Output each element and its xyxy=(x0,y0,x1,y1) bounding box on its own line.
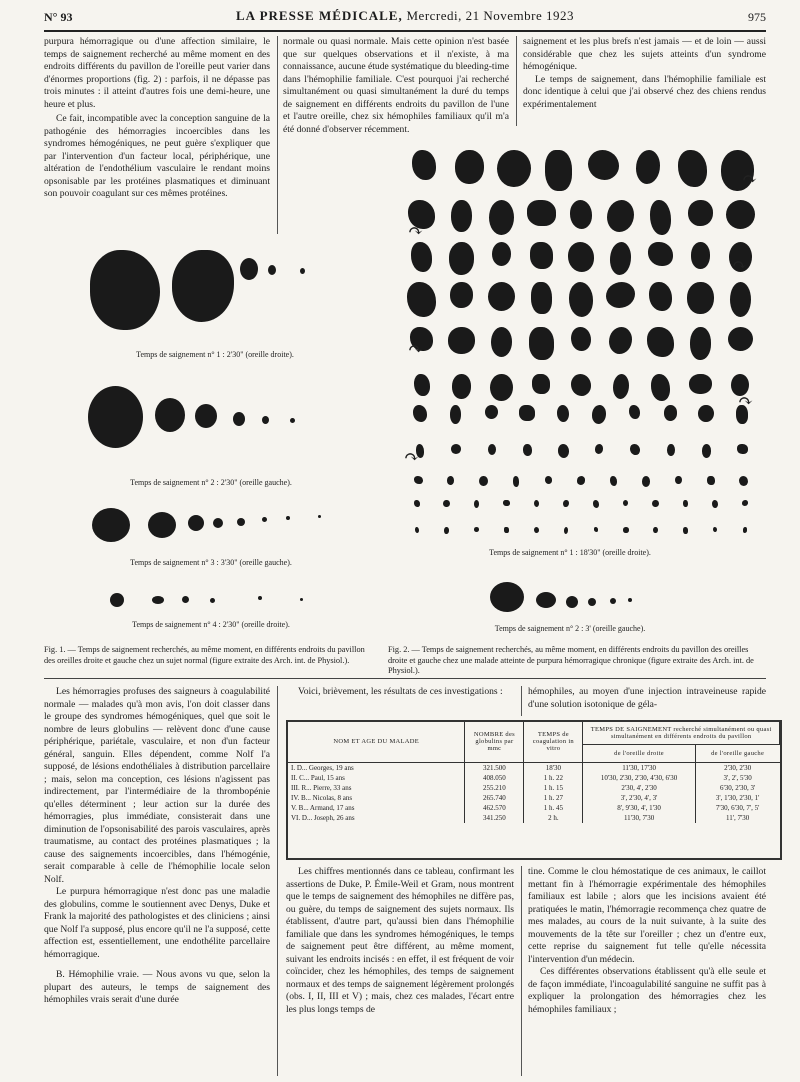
blood-spot xyxy=(536,592,556,608)
figure-caption: Temps de saignement n° 1 : 18'30" (oreille droite). xyxy=(489,548,651,557)
figure-caption: Temps de saignement n° 1 : 2'30" (oreille droite). xyxy=(136,350,294,359)
table-cell: 2 h. xyxy=(524,813,583,823)
blood-spot xyxy=(534,527,539,533)
column-divider xyxy=(521,866,522,1076)
blood-spot xyxy=(300,598,303,601)
table-header: de l'oreille gauche xyxy=(695,744,779,762)
blood-spot xyxy=(286,516,290,520)
blood-spot xyxy=(415,527,419,533)
figure-caption: Temps de saignement n° 4 : 2'30" (oreille droite). xyxy=(132,620,290,629)
blood-spot xyxy=(258,596,262,600)
blood-spot xyxy=(414,476,423,484)
column-divider xyxy=(277,686,278,1076)
blood-spot xyxy=(607,200,634,232)
blood-spot xyxy=(519,405,535,421)
blood-spot xyxy=(455,150,484,184)
blood-spot xyxy=(667,444,675,456)
blood-spot xyxy=(411,242,432,272)
blood-spot xyxy=(489,200,514,235)
blood-spot xyxy=(726,200,755,229)
blood-spot xyxy=(652,500,658,507)
table-cell: 1 h. 27 xyxy=(524,793,583,803)
blood-spot xyxy=(688,200,713,226)
blood-spot xyxy=(707,476,715,485)
table-row xyxy=(288,762,780,773)
blood-spot xyxy=(743,527,748,533)
paragraph: Le purpura hémorragique n'est donc pas une maladie des globulins, comme le soutiennent avec Denys, Duke et Frank la majorité des pathologistes et des cliniciens ; ainsi que Nolf l'a supposé, plus encore qu'il ne l'a supposé, cette affection est, essentiellement, une endothélite parcellaire hémorragique. xyxy=(44,886,270,960)
table-header: NOMBRE des globulins par mmc xyxy=(465,722,524,762)
arrow-icon: ↷ xyxy=(408,339,424,359)
blood-spot xyxy=(623,500,628,506)
blood-spot xyxy=(636,150,660,184)
blood-spot xyxy=(649,282,672,311)
blood-spot xyxy=(648,242,673,266)
table-cell: 462.570 xyxy=(465,803,524,813)
blood-spot xyxy=(488,444,496,455)
table-cell: 408.050 xyxy=(465,773,524,783)
blood-spot xyxy=(488,282,515,311)
figure-caption: Temps de saignement n° 2 : 3' (oreille gauche). xyxy=(494,624,646,633)
table-cell: 8', 9'30, 4', 1'30 xyxy=(583,803,695,813)
paragraph: Ce fait, incompatible avec la conception sanguine de la pathogénie des hémorragies incoercibles dans les syndromes hémogéniques, ne peut guère s'expliquer que par l'intervention d'un facteur local, périphérique, une altération de l'endothélium vasculaire le rendant moins opsonisable par les protéines plasmatiques et diminuant son pouvoir coagulant sur ces mêmes protéines. xyxy=(44,113,270,199)
blood-spot xyxy=(678,150,707,187)
arrow-icon: ↷ xyxy=(732,255,748,275)
blood-spot xyxy=(450,282,473,308)
table-cell: I. D... Georges, 19 ans xyxy=(288,762,465,773)
blood-spot xyxy=(530,242,553,269)
blood-spot xyxy=(558,444,569,458)
blood-spot xyxy=(577,476,586,485)
column-divider xyxy=(277,36,278,234)
table-cell: 1 h. 15 xyxy=(524,783,583,793)
blood-spot xyxy=(664,405,677,421)
blood-spot xyxy=(110,593,124,607)
blood-spot xyxy=(451,200,472,232)
blood-spot xyxy=(623,527,629,533)
blood-spot xyxy=(532,374,550,394)
arrow-icon: ↷ xyxy=(738,391,754,411)
blood-spot xyxy=(698,405,714,422)
table-row xyxy=(288,773,780,783)
table-cell: III. R... Pierre, 33 ans xyxy=(288,783,465,793)
table-cell: 11'30, 7'30 xyxy=(583,813,695,823)
blood-spot xyxy=(629,405,640,419)
table-header: TEMPS de coagulation in vitro xyxy=(524,722,583,762)
paragraph: purpura hémorragique ou d'une affection similaire, le temps de saignement recherché au même moment en des endroits différents du pavillon de l'oreille peut varier dans d'énormes proportions (fig. 2) : parfois, il ne dépasse pas trois minutes : il atteint d'autres fois une demi-heure, une heure et plus. xyxy=(44,36,270,110)
blood-spot xyxy=(651,374,670,401)
table-row xyxy=(288,803,780,813)
blood-spot xyxy=(233,412,245,426)
blood-spot xyxy=(479,476,487,486)
blood-spot xyxy=(531,282,552,314)
blood-spot xyxy=(647,327,674,357)
blood-spot xyxy=(606,282,635,308)
blood-spot xyxy=(739,476,748,486)
blood-spot xyxy=(485,405,498,419)
table-cell: 3', 1'30, 2'30, 1' xyxy=(715,793,760,802)
blood-spot xyxy=(545,476,553,484)
table-cell: 265.740 xyxy=(465,793,524,803)
issue-number: N° 93 xyxy=(44,10,73,24)
table-cell: 11', 7'30 xyxy=(726,813,750,822)
blood-spot xyxy=(588,150,619,180)
table-row xyxy=(288,813,780,823)
blood-spot xyxy=(566,596,578,608)
blood-spot xyxy=(609,327,632,354)
column-1-bottom xyxy=(44,686,270,1007)
table-header: TEMPS DE SAIGNEMENT recherché simultanément ou quasi simultanément en différents endroits du pavillon xyxy=(583,722,780,744)
blood-spot xyxy=(593,500,600,508)
blood-spot xyxy=(449,242,474,275)
table-cell: 10'30, 2'30, 2'30, 4'30, 6'30 xyxy=(583,773,695,783)
blood-spot xyxy=(474,527,480,532)
blood-spot xyxy=(675,476,681,484)
blood-spot xyxy=(588,598,596,606)
table-cell: 255.210 xyxy=(465,783,524,793)
figure-1-legend: Fig. 1. — Temps de saignement recherchés, au même moment, en différents endroits du pavillon des oreilles droite et gauche chez un sujet normal (figure extraite des Arch. int. de Physiol.). xyxy=(44,645,365,665)
blood-spot xyxy=(712,500,718,508)
column-divider xyxy=(516,36,517,126)
column-3-top xyxy=(523,36,766,111)
bleeding-time-table xyxy=(286,720,782,860)
blood-spot xyxy=(610,598,616,604)
table-cell: 1 h. 45 xyxy=(524,803,583,813)
blood-spot xyxy=(492,242,511,266)
blood-spot xyxy=(262,517,267,522)
blood-spot xyxy=(413,405,428,422)
blood-spot xyxy=(182,596,189,603)
blood-spot xyxy=(610,242,631,275)
blood-spot xyxy=(571,327,590,351)
blood-spot xyxy=(504,527,508,533)
blood-spot xyxy=(569,282,594,317)
column-divider xyxy=(521,686,522,716)
blood-spot xyxy=(444,527,449,534)
blood-spot xyxy=(683,527,688,534)
blood-spot xyxy=(527,200,556,226)
paragraph: normale ou quasi normale. Mais cette opinion n'est basée que sur quelques observations et il n'existe, à ma connaissance, aucune étude systématique du bleeding-time dans l'hémophilie familiale. C'est pourquoi j'ai recherché simultanément ou quasi simultanément la duré du temps de saignement en différents endroits du pavillon de l'une et l'autre oreille, chez six hémophiles familiaux qu'il m'a été donné d'observer récemment. xyxy=(283,36,509,135)
blood-spot xyxy=(490,582,524,612)
blood-spot xyxy=(702,444,712,458)
blood-spot xyxy=(564,527,568,534)
blood-spot xyxy=(452,374,471,399)
blood-spot xyxy=(290,418,295,423)
column-3-bottom xyxy=(528,866,766,1016)
header-rule xyxy=(44,30,766,32)
figure-caption: Temps de saignement n° 2 : 2'30" (oreille gauche). xyxy=(130,478,292,487)
blood-spot xyxy=(570,200,593,229)
table-cell: 3', 2', 5'30 xyxy=(723,773,752,782)
table-cell: II. C... Paul, 15 ans xyxy=(288,773,465,783)
blood-spot xyxy=(503,500,509,506)
table-cell: 3', 2'30, 4', 3' xyxy=(583,793,695,803)
blood-spot xyxy=(88,386,143,448)
blood-spot xyxy=(523,444,533,456)
table-cell: 321.500 xyxy=(465,762,524,773)
blood-spot xyxy=(474,500,479,508)
blood-spot xyxy=(613,374,629,399)
blood-spot xyxy=(689,374,711,394)
blood-spot xyxy=(188,515,204,531)
column-1-top xyxy=(44,36,270,201)
blood-spot xyxy=(262,416,269,424)
blood-spot xyxy=(534,500,539,507)
issue-date: Mercredi, 21 Novembre 1923 xyxy=(406,8,574,23)
paragraph: Les chiffres mentionnés dans ce tableau, confirmant les assertions de Duke, P. Émile-Weil et Gram, nous montrent que le temps de saignement des hémophiles ne diffère pas, ou guère, du temps de saignement des sujets normaux. Ils établissent, d'autre part, qu'aussi bien dans l'hémophilie familiale que dans les syndromes hémogéniques, le temps de saignement peut être différent, au même moment, suivant les endroits incisés : en effet, il est fréquent de voir coïncider, chez les hémophiles, des temps de saignement normaux et des temps de saignement légèrement prolongés (obs. I, II, III et V) ; mais, chez ces malades, l'écart entre les plus longs temps de xyxy=(286,866,514,1015)
column-2-bottom xyxy=(286,866,514,1016)
paragraph: Voici, brièvement, les résultats de ces investigations : xyxy=(298,686,503,697)
paragraph: Le temps de saignement, dans l'hémophilie familiale est donc identique à celui que j'ai observé chez des chiens rendus expérimentalement xyxy=(523,73,766,110)
blood-spot xyxy=(687,282,714,314)
table-cell: 1 h. 22 xyxy=(524,773,583,783)
blood-spot xyxy=(592,405,607,424)
figure-caption: Temps de saignement n° 3 : 3'30" (oreille gauche). xyxy=(130,558,292,567)
blood-spot xyxy=(414,374,430,396)
arrow-icon: ↷ xyxy=(404,447,420,467)
blood-spot xyxy=(642,476,650,487)
table-cell: 341.250 xyxy=(465,813,524,823)
blood-spot xyxy=(407,282,436,317)
blood-spot xyxy=(713,527,717,532)
arrow-icon: ↷ xyxy=(742,169,758,189)
blood-spot xyxy=(563,500,569,507)
blood-spot xyxy=(691,242,710,269)
blood-spot xyxy=(497,150,531,187)
blood-spot xyxy=(653,527,657,533)
blood-spot xyxy=(742,500,749,506)
page-header xyxy=(44,6,766,28)
table-header: NOM ET AGE DU MALADE xyxy=(288,722,465,762)
table-cell: 2'30, 2'30 xyxy=(724,763,752,772)
column-3-bottom-intro xyxy=(528,686,766,711)
blood-spot xyxy=(447,476,454,485)
table-cell: IV. B... Nicolas, 8 ans xyxy=(288,793,465,803)
table-cell: 2'30, 4', 2'30 xyxy=(583,783,695,793)
table-body xyxy=(288,762,780,823)
blood-spot xyxy=(155,398,185,432)
blood-spot xyxy=(594,527,599,532)
paragraph: hémophiles, au moyen d'une injection intraveineuse rapide d'une solution isotonique de géla- xyxy=(528,686,766,710)
paragraph: saignement et les plus brefs n'est jamais — et de loin — aussi considérable que chez les sujets atteints d'un syndrome hémogénique. xyxy=(523,36,766,72)
blood-spot xyxy=(610,476,617,486)
figure-2-legend: Fig. 2. — Temps de saignement recherchés, au même moment, en différents endroits du pavillon des oreilles droite et gauche chez une malade atteinte de purpura hémorragique chronique (figure extraite des Arch. int. de Physiol.). xyxy=(388,645,754,675)
blood-spot xyxy=(443,500,450,507)
paragraph: Les hémorragies profuses des saigneurs à coagulabilité normale — malades qu'à mon avis, l'on doit classer dans le groupe des syndromes hémogéniques, quel que soit le nombre de leurs globulins — relèvent donc d'une cause périphérique, pariétale, vasculaire, et non d'un facteur général, sanguin. Elles dépendent, comme Nolf l'a supposé, de lésions endothéliales à distribution parcellaire ; mais, selon ma conception, ces lésions n'agissent pas indirectement, par l'intermédiaire de la thrombopénie qu'elles déterminent ; leur action sur la durée des hémorragies, plus immédiate, consisterait dans une diminution de l'opsonisabilité des parois vasculaires, après traumatisme, au contact des protéines plasmatiques ; la cause des saignements incoercibles, dans l'hémogénie, serait comparable à celle de l'hémophilie locale selon Nolf. xyxy=(44,686,270,885)
blood-spot xyxy=(690,327,711,360)
table-cell: VI. D... Joseph, 26 ans xyxy=(288,813,465,823)
table-row xyxy=(288,793,780,803)
table-header: de l'oreille droite xyxy=(583,744,695,762)
blood-spot xyxy=(148,512,176,538)
blood-spot xyxy=(630,444,640,455)
table-cell: 18'30 xyxy=(524,762,583,773)
journal-title: LA PRESSE MÉDICALE, xyxy=(236,8,403,23)
blood-spot xyxy=(412,150,436,180)
blood-spot xyxy=(595,444,604,454)
paragraph: tine. Comme le clou hémostatique de ces animaux, le caillot mettant fin à l'hémorragie expérimentale des hémophiles familiaux est labile ; alors que les incisions avaient été pratiquées le matin, l'hémorragie recommença chez quatre de mes malades, au cours de la nuit suivante, à la suite des mouvements de la tête sur l'oreiller ; chez un d'entre eux, cette reprise du saignement fut telle qu'elle nécessita l'intervention d'un médecin. xyxy=(528,866,766,965)
paragraph: B. Hémophilie vraie. — Nous avons vu que, selon la plupart des auteurs, le temps de saignement des hémophiles vrais serait d'une durée xyxy=(44,969,270,1005)
blood-spot xyxy=(683,500,688,507)
blood-spot xyxy=(628,598,632,602)
masthead xyxy=(44,8,766,24)
blood-spot xyxy=(545,150,571,191)
blood-spot xyxy=(490,374,512,401)
table-cell: V. B... Armand, 17 ans xyxy=(288,803,465,813)
blood-spot xyxy=(730,282,751,317)
blood-spot xyxy=(92,508,130,542)
blood-spot xyxy=(240,258,258,280)
paragraph: Ces différentes observations établissent qu'à elle seule et de façon immédiate, l'incoagulabilité sanguine ne suffit pas à expliquer la prolongation des hémorragies chez les hémophiles familiaux ; xyxy=(528,966,766,1015)
blood-spot xyxy=(450,405,461,424)
blood-spot xyxy=(152,596,164,604)
blood-spot xyxy=(172,250,234,322)
blood-spot xyxy=(557,405,569,422)
blood-spot xyxy=(195,404,217,428)
blood-spot xyxy=(90,250,160,330)
blood-spot xyxy=(529,327,554,360)
blood-spot xyxy=(491,327,512,357)
column-2-bottom-intro xyxy=(286,686,514,699)
blood-spot xyxy=(650,200,671,235)
blood-spot xyxy=(448,327,475,354)
table-cell: 11'30, 17'30 xyxy=(583,762,695,773)
table-cell: 7'30, 6'30, 7', 5' xyxy=(715,803,760,812)
blood-spot xyxy=(571,374,592,396)
blood-spot xyxy=(213,518,223,528)
blood-spot xyxy=(737,444,748,454)
blood-spot xyxy=(568,242,595,272)
blood-spot xyxy=(414,500,420,507)
blood-spot xyxy=(451,444,461,454)
figure-rule xyxy=(44,678,766,679)
blood-spot xyxy=(210,598,215,603)
blood-spot xyxy=(728,327,753,351)
blood-spot xyxy=(318,515,321,518)
table-cell: 6'30, 2'30, 3' xyxy=(719,783,756,792)
blood-spot xyxy=(300,268,305,274)
table-row xyxy=(288,783,780,793)
column-2-top xyxy=(283,36,509,136)
blood-spot xyxy=(513,476,519,487)
blood-spot xyxy=(268,265,276,275)
page-number: 975 xyxy=(748,10,766,24)
arrow-icon: ↷ xyxy=(408,221,424,241)
blood-spot xyxy=(237,518,245,526)
